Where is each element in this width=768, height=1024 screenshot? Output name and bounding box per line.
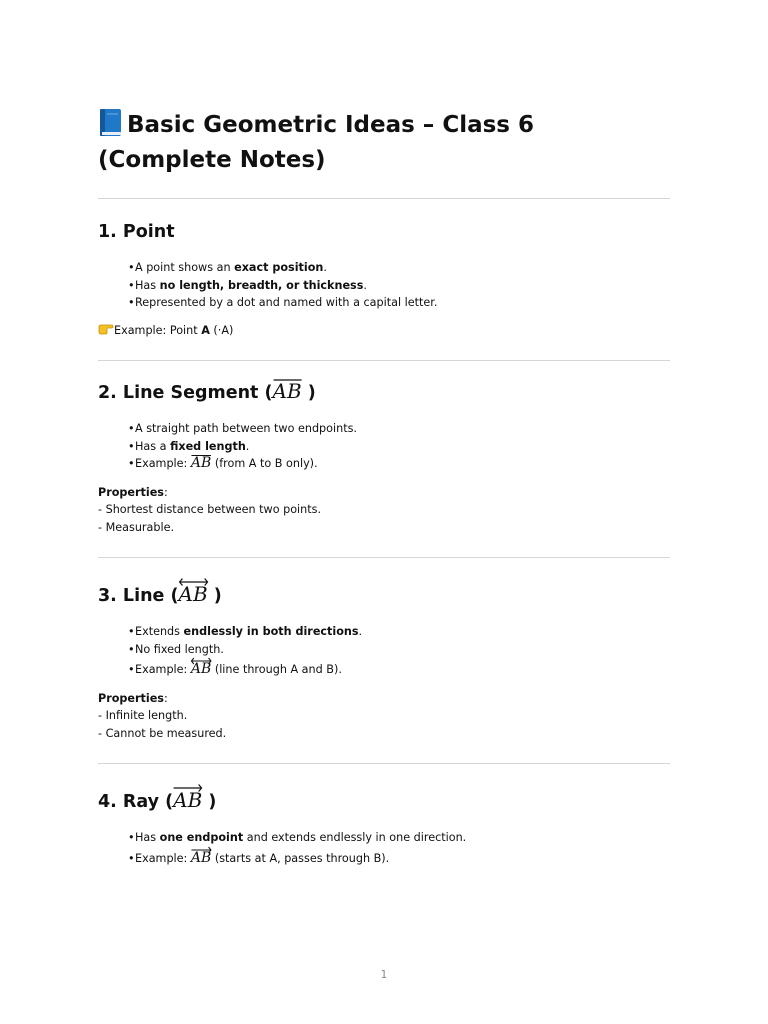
list-item: •Has no length, breadth, or thickness.: [128, 278, 367, 292]
double-arrow-mark: [179, 578, 208, 586]
list-item: •A straight path between two endpoints.: [128, 422, 357, 435]
point-example: Example: Point A (·A): [98, 322, 233, 340]
list-item: •Has one endpoint and extends endlessly in one direction.: [128, 831, 467, 844]
section-heading-line: 3. Line (AB ): [98, 584, 222, 608]
segment-property: - Shortest distance between two points.: [98, 503, 322, 516]
line-symbol: AB: [191, 662, 211, 676]
list-item: •Extends endlessly in both directions.: [128, 625, 363, 638]
segment-properties-label: Properties:: [98, 486, 168, 499]
line-symbol: AB: [179, 584, 208, 604]
page-title: [98, 108, 670, 178]
page-title-text: Basic Geometric Ideas – Class 6 (Complete Notes): [98, 112, 534, 173]
double-arrow-mark: [191, 657, 211, 665]
section-divider: [98, 360, 670, 361]
line-property: - Cannot be measured.: [98, 727, 227, 740]
section-divider: [98, 557, 670, 558]
line-property: - Infinite length.: [98, 709, 188, 722]
segment-bullet-list: [128, 420, 357, 473]
list-item: •Example: AB (starts at A, passes through B).: [128, 850, 466, 868]
ray-symbol: AB: [191, 851, 211, 865]
segment-property: - Measurable.: [98, 521, 175, 534]
list-item: •Example: AB (from A to B only).: [128, 455, 318, 471]
list-item: •A point shows an exact position.: [128, 261, 327, 274]
section-divider: [98, 198, 670, 199]
segment-symbol: AB: [190, 455, 212, 471]
backhand-index-pointing-right-icon: [98, 322, 114, 335]
right-arrow-mark: [173, 784, 202, 792]
list-item: •Has a fixed length.: [128, 439, 250, 453]
right-arrow-mark: [191, 846, 211, 854]
section-heading-ray: 4. Ray (AB ): [98, 790, 216, 814]
ray-symbol: AB: [173, 790, 202, 810]
list-item: •Example: AB (line through A and B).: [128, 661, 362, 679]
list-item: •Represented by a dot and named with a capital letter.: [128, 296, 438, 309]
section-heading-line-segment: 2. Line Segment (AB ): [98, 379, 316, 403]
line-bullet-list: [128, 623, 362, 679]
section-divider: [98, 763, 670, 764]
line-properties-label: Properties:: [98, 692, 168, 705]
ray-bullet-list: [128, 829, 466, 867]
section-heading-point: 1. Point: [98, 222, 175, 242]
page-number: 1: [380, 969, 388, 981]
point-bullet-list: [128, 259, 437, 312]
segment-symbol: AB: [272, 379, 302, 403]
list-item: •No fixed length.: [128, 642, 224, 656]
overline-mark: [191, 454, 211, 462]
overline-mark: [273, 378, 302, 386]
blue-book-icon: [98, 108, 123, 137]
